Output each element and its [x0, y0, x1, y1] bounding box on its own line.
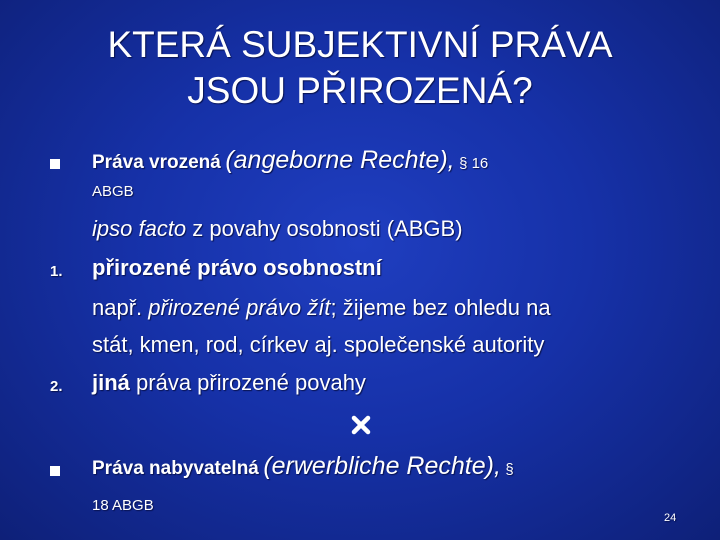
other-rights-bold: jiná — [92, 370, 130, 395]
personality-right-example-cont: stát, kmen, rod, církev aj. společenské autority — [92, 332, 545, 357]
ipso-facto-italic: ipso facto — [92, 216, 187, 241]
square-bullet-icon — [50, 159, 60, 169]
list-marker-2: 2. — [50, 378, 63, 395]
acquired-rights-term: (erwerbliche Rechte), — [263, 452, 501, 480]
acquired-rights-label: Práva nabyvatelná — [92, 458, 259, 479]
slide-title — [0, 22, 720, 114]
example-prefix: např. — [92, 295, 149, 320]
innate-rights-term: (angeborne Rechte), — [225, 146, 455, 174]
cross-icon — [350, 414, 372, 436]
other-rights-rest: práva přirozené povahy — [129, 370, 366, 395]
ipso-facto-line — [92, 216, 463, 242]
example-rest: ; žijeme bez ohledu na — [330, 295, 551, 320]
list-marker-1: 1. — [50, 263, 63, 280]
personality-right-label: přirozené právo osobnostní — [92, 255, 382, 280]
acquired-rights-ref-cont: 18 ABGB — [92, 497, 154, 514]
title-line-1: KTERÁ SUBJEKTIVNÍ PRÁVA — [107, 24, 613, 65]
title-line-2: JSOU PŘIROZENÁ? — [187, 70, 533, 111]
other-rights-line — [92, 370, 366, 396]
innate-rights-ref: § 16 — [459, 155, 489, 172]
square-bullet-icon-2 — [50, 466, 60, 476]
innate-rights-ref-cont: ABGB — [92, 183, 134, 200]
ipso-facto-rest: z povahy osobnosti (ABGB) — [186, 216, 463, 241]
example-italic: přirozené právo žít — [148, 295, 331, 320]
personality-right-example — [92, 295, 551, 321]
page-number: 24 — [664, 512, 677, 524]
acquired-rights-ref: § — [505, 461, 514, 478]
item-innate-rights — [92, 146, 488, 175]
innate-rights-label: Práva vrozená — [92, 152, 221, 173]
item-acquired-rights — [92, 452, 514, 481]
